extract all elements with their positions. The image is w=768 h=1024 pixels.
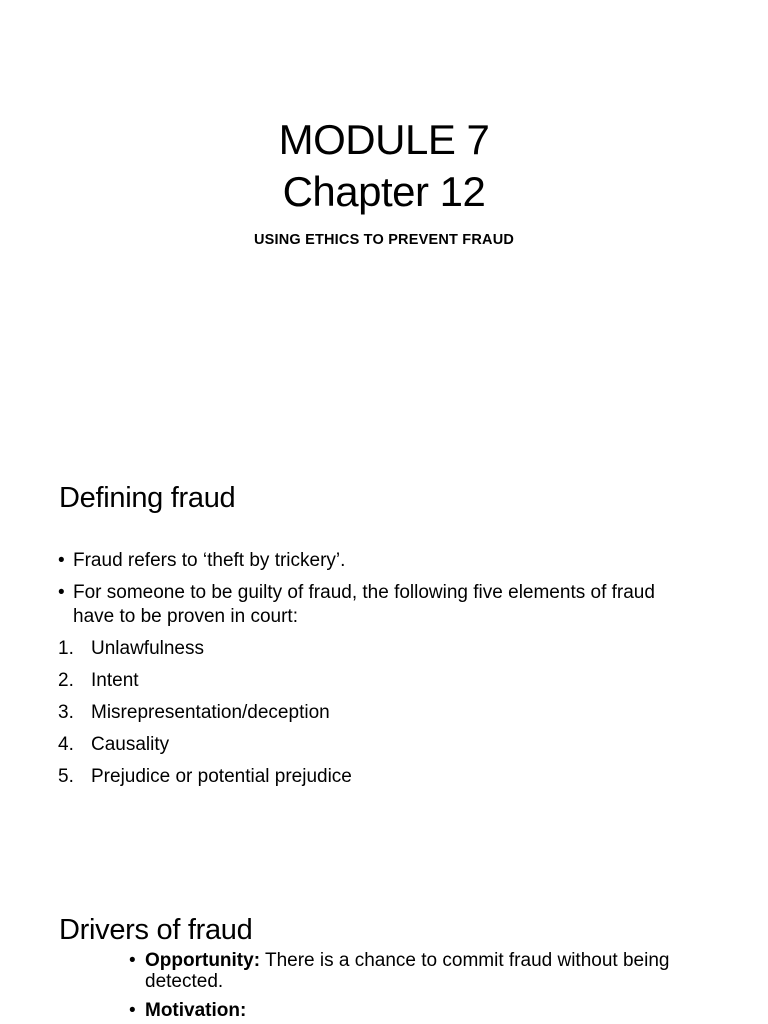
bullet-icon: •: [129, 950, 136, 971]
numbered-item: [58, 669, 698, 693]
title-line-module: MODULE 7: [278, 116, 490, 163]
bullet-icon: •: [58, 550, 65, 571]
defining-bullet-list: [58, 549, 698, 797]
bullet-item: [58, 549, 698, 573]
item-number: 4.: [58, 734, 74, 755]
item-text: Misrepresentation/deception: [91, 702, 330, 723]
bullet-item: [58, 581, 698, 629]
item-number: 3.: [58, 702, 74, 723]
bullet-text: For someone to be guilty of fraud, the following five elements of fraud have to be proven in court:: [73, 582, 655, 627]
numbered-item: [58, 733, 698, 757]
item-text: Causality: [91, 734, 170, 755]
item-text: Prejudice or potential prejudice: [91, 766, 352, 787]
item-number: 2.: [58, 670, 74, 691]
numbered-item: [58, 701, 698, 725]
item-text: Intent: [91, 670, 139, 691]
drivers-bullet-list: [129, 950, 689, 1024]
defining-fraud-slide: [0, 472, 768, 832]
title-slide: [0, 0, 768, 432]
item-number: 5.: [58, 766, 74, 787]
bullet-icon: •: [58, 582, 65, 603]
section-heading-defining: Defining fraud: [59, 482, 236, 514]
section-heading-drivers: Drivers of fraud: [59, 914, 253, 946]
numbered-item: [58, 765, 698, 789]
drivers-of-fraud-slide: [0, 906, 768, 1024]
numbered-item: [58, 637, 698, 661]
driver-item-motivation: [129, 1000, 689, 1021]
slide-subtitle: USING ETHICS TO PREVENT FRAUD: [253, 232, 515, 248]
driver-term: Opportunity:: [145, 950, 261, 971]
bullet-icon: •: [129, 1000, 136, 1021]
bullet-text: Fraud refers to ‘theft by trickery’.: [73, 550, 346, 571]
item-text: Unlawfulness: [91, 638, 204, 659]
driver-item-opportunity: [129, 950, 689, 992]
driver-text: There is a chance to commit fraud without being detected.: [145, 950, 670, 992]
driver-term: Motivation:: [145, 1000, 247, 1021]
item-number: 1.: [58, 638, 74, 659]
title-line-chapter: Chapter 12: [282, 168, 486, 215]
slide-title: [0, 114, 768, 218]
